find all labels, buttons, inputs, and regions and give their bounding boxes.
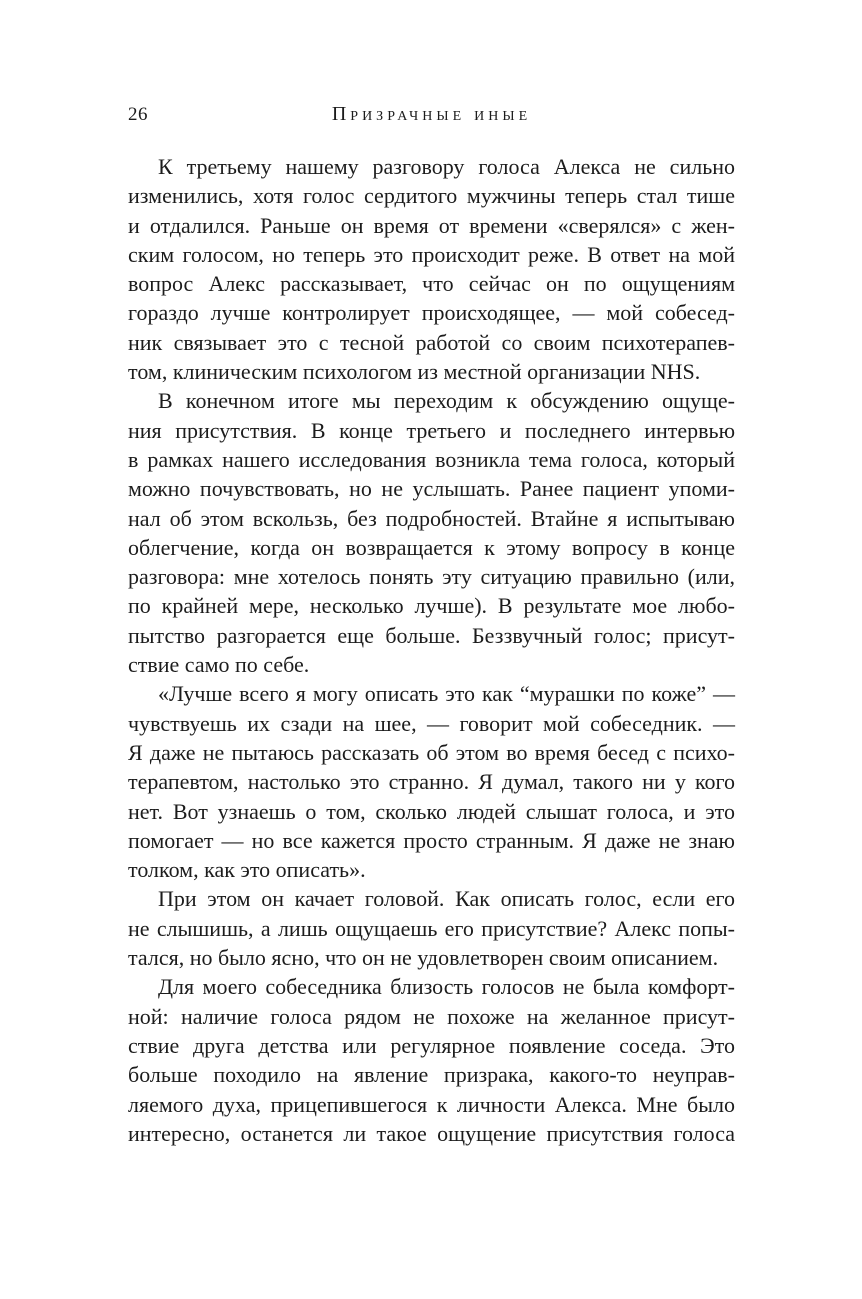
paragraph — [128, 972, 735, 1148]
text-line: терапевтом, настолько это странно. Я думал, такого ни у кого — [128, 769, 735, 795]
text-line: В конечном итоге мы переходим к обсуждению ощуще- — [158, 388, 735, 414]
paragraph — [128, 386, 735, 679]
text-line: нал об этом вскользь, без подробностей. Втайне я испытываю — [128, 505, 735, 531]
text-line: гораздо лучше контролирует происходящее, — мой собесед- — [128, 300, 735, 326]
text-line: в рамках нашего исследования возникла тема голоса, который — [128, 446, 735, 472]
text-line: ляемого духа, прицепившегося к личности Алекса. Мне было — [128, 1091, 735, 1117]
text-line: и отдалился. Раньше он время от времени «сверялся» с жен- — [128, 212, 735, 238]
paragraph — [128, 679, 735, 884]
text-line: изменились, хотя голос сердитого мужчины теперь стал тише — [128, 183, 735, 209]
text-line: ствие само по себе. — [128, 652, 310, 678]
paragraph — [128, 152, 735, 386]
text-line: Я даже не пытаюсь рассказать об этом во время бесед с психо- — [128, 739, 735, 765]
text-line: ствие друга детства или регулярное появление соседа. Это — [128, 1032, 735, 1058]
text-line: больше походило на явление призрака, какого-то неуправ- — [128, 1062, 735, 1088]
text-line: разговора: мне хотелось понять эту ситуацию правильно (или, — [128, 564, 735, 590]
text-line: ния присутствия. В конце третьего и последнего интервью — [128, 417, 735, 443]
text-line: помогает — но все кажется просто странным. Я даже не знаю — [128, 827, 735, 853]
page-header — [128, 103, 735, 128]
running-title: Призрачные иные — [331, 103, 532, 125]
text-line: пытство разгорается еще больше. Беззвучный голос; присут- — [128, 622, 735, 648]
text-line: При этом он качает головой. Как описать голос, если его — [158, 886, 735, 912]
text-line: можно почувствовать, но не услышать. Ранее пациент упоми- — [128, 476, 735, 502]
text-line: интересно, останется ли такое ощущение присутствия голоса — [128, 1120, 735, 1146]
text-line: по крайней мере, несколько лучше). В результате мое любо- — [128, 593, 735, 619]
text-line: толком, как это описать». — [128, 857, 366, 883]
text-line: не слышишь, а лишь ощущаешь его присутствие? Алекс попы- — [128, 915, 735, 941]
text-line: ной: наличие голоса рядом не похоже на желанное присут- — [128, 1003, 735, 1029]
text-line: ник связывает это с тесной работой со своим психотерапев- — [128, 329, 735, 355]
paragraph — [128, 884, 735, 972]
text-line: том, клиническим психологом из местной организации NHS. — [128, 359, 701, 385]
text-line: «Лучше всего я могу описать это как “мурашки по коже” — — [158, 681, 735, 707]
text-line: нет. Вот узнаешь о том, сколько людей слышат голоса, и это — [128, 798, 735, 824]
text-line: ским голосом, но теперь это происходит реже. В ответ на мой — [128, 241, 735, 267]
text-line: тался, но было ясно, что он не удовлетворен своим описанием. — [128, 945, 719, 971]
page-number: 26 — [128, 104, 148, 125]
text-line: чувствуешь их сзади на шее, — говорит мой собеседник. — — [128, 710, 735, 736]
text-column — [128, 0, 735, 1148]
text-line: Для моего собеседника близость голосов не была комфорт- — [158, 974, 735, 1000]
text-line: облегчение, когда он возвращается к этому вопросу в конце — [128, 534, 735, 560]
text-line: вопрос Алекс рассказывает, что сейчас он по ощущениям — [128, 271, 735, 297]
text-body — [128, 152, 735, 1148]
text-line: К третьему нашему разговору голоса Алекса не сильно — [158, 154, 735, 179]
